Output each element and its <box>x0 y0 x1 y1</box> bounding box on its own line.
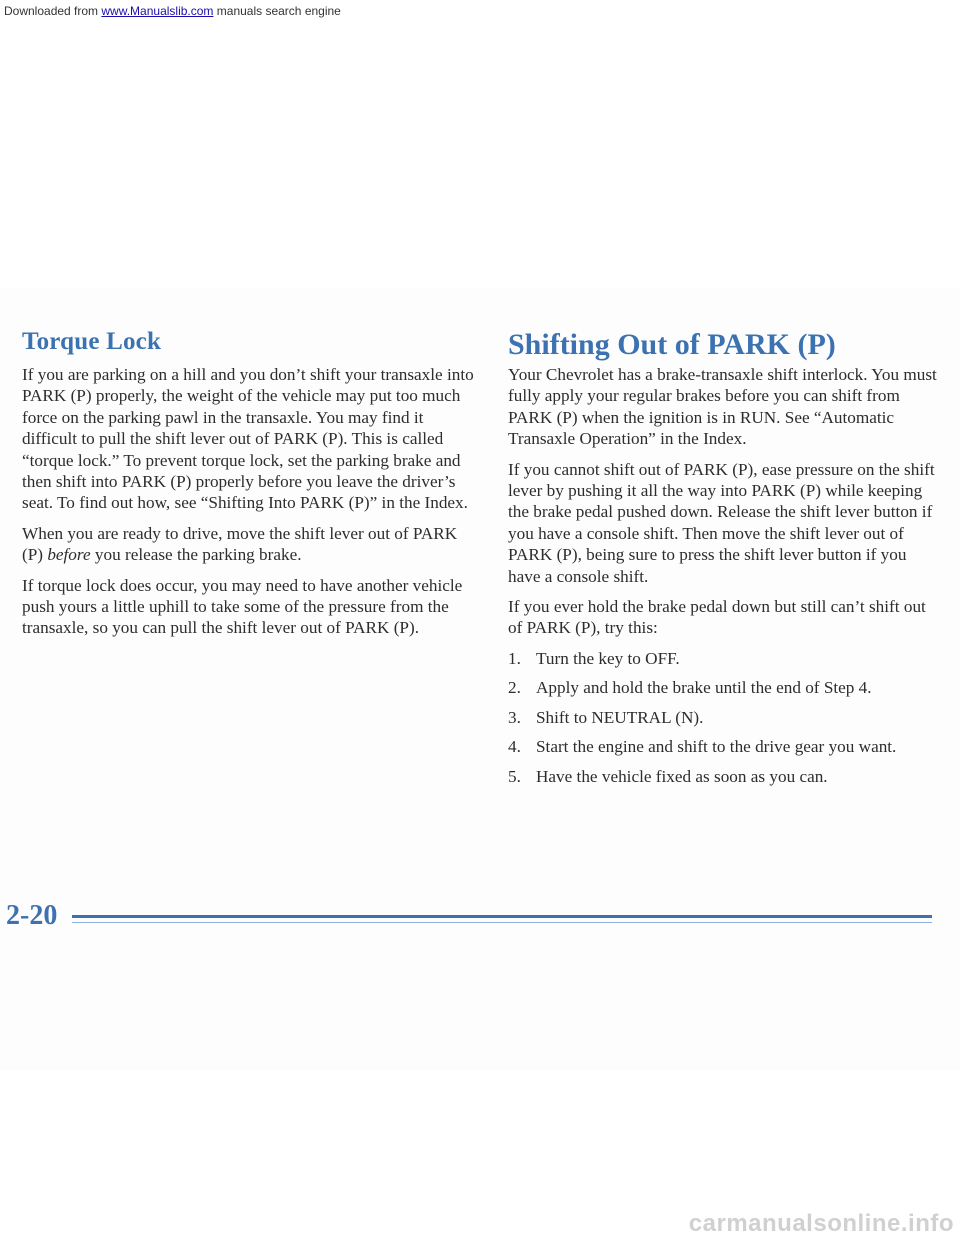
step-number: 5. <box>508 766 521 786</box>
step-text: Shift to NEUTRAL (N). <box>536 707 704 727</box>
step-text: Apply and hold the brake until the end of Step 4. <box>536 678 872 698</box>
page-number: 2-20 <box>6 900 58 931</box>
shifting-paragraph-1: Your Chevrolet has a brake-transaxle shift interlock. You must fully apply your regular brakes before you can shift from PARK (P) when the ignition is in RUN. See “Automatic Transaxle Operation” in the Index. <box>508 365 937 449</box>
step-text: Turn the key to OFF. <box>536 648 680 668</box>
manualslib-link[interactable]: www.Manualslib.com <box>101 4 214 18</box>
footer-rule <box>72 915 932 918</box>
step-item <box>508 648 940 669</box>
shifting-paragraph-3: If you ever hold the brake pedal down but still can’t shift out of PARK (P), try this: <box>508 597 926 638</box>
step-item <box>508 766 940 787</box>
torque-lock-paragraph-1: If you are parking on a hill and you don’t shift your transaxle into PARK (P) properly, the weight of the vehicle may put too much force on the parking pawl in the transaxle. You may find it difficult to pull the shift lever out of PARK (P). This is called “torque lock.” To prevent torque lock, set the parking brake and then shift into PARK (P) properly before you leave the driver’s seat. To find out how, see “Shifting Into PARK (P)” in the Index. <box>22 365 474 513</box>
step-number: 3. <box>508 707 521 727</box>
left-column <box>22 364 480 648</box>
banner-suffix: manuals search engine <box>213 4 341 18</box>
torque-lock-heading: Torque Lock <box>22 328 162 355</box>
step-text: Start the engine and shift to the drive gear you want. <box>536 737 897 757</box>
step-number: 4. <box>508 737 521 757</box>
watermark: carmanualsonline.info <box>688 1210 954 1237</box>
shifting-out-of-park-heading: Shifting Out of PARK (P) <box>508 328 836 361</box>
before-emphasis: before <box>47 545 91 565</box>
torque-lock-paragraph-3: If torque lock does occur, you may need to have another vehicle push yours a little uphill to take some of the pressure from the transaxle, so you can pull the shift lever out of PARK (P). <box>22 575 463 638</box>
steps-list <box>508 648 940 787</box>
step-item <box>508 736 940 757</box>
paragraph-2-end: you release the parking brake. <box>90 545 302 565</box>
step-item <box>508 677 940 698</box>
download-banner <box>0 0 960 22</box>
step-item <box>508 707 940 728</box>
step-number: 1. <box>508 648 521 668</box>
footer-rule-thin <box>72 922 932 923</box>
torque-lock-paragraph-2 <box>22 523 480 566</box>
shifting-paragraph-2: If you cannot shift out of PARK (P), ease pressure on the shift lever by pushing it all the way into PARK (P) while keeping the brake pedal pushed down. Release the shift lever button if you have a console shift. Then move the shift lever out of PARK (P), being sure to press the shift lever button if you have a console shift. <box>508 459 935 586</box>
step-text: Have the vehicle fixed as soon as you can. <box>536 766 828 786</box>
paragraph-2-start: When you are ready to drive, move the shift lever out of PARK (P) <box>22 523 458 565</box>
right-column <box>508 364 940 795</box>
banner-prefix: Downloaded from <box>4 4 102 18</box>
step-number: 2. <box>508 678 521 698</box>
